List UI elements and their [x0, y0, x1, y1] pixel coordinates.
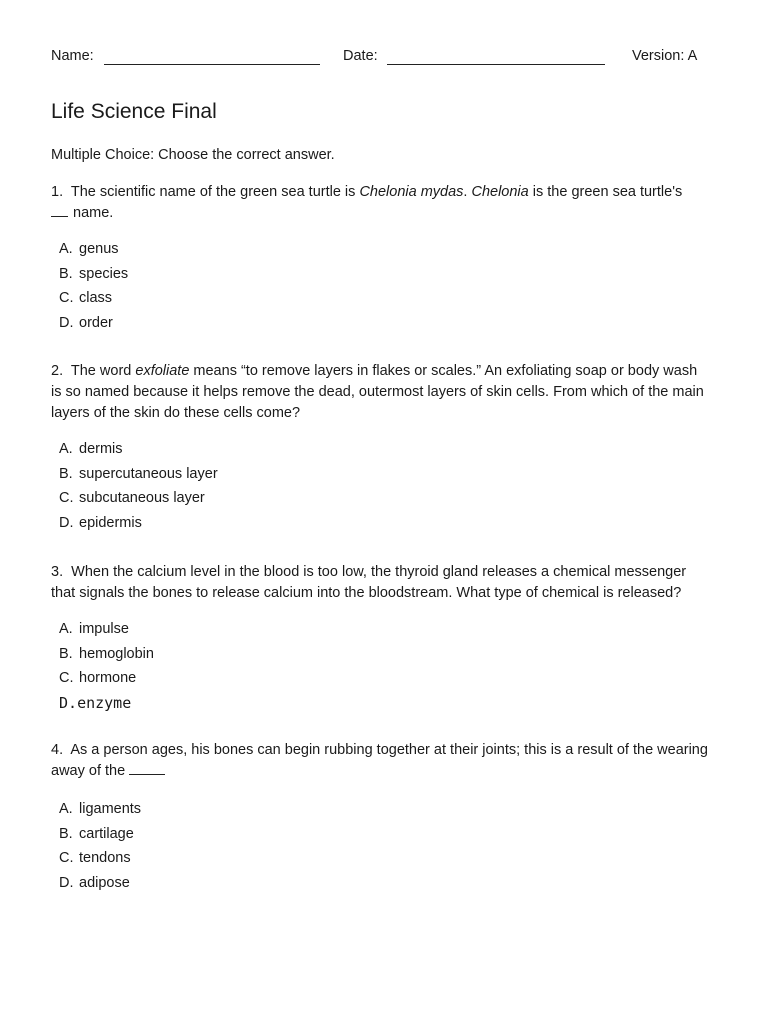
question-number: 1.: [51, 184, 64, 200]
question-4-stem: [51, 740, 711, 782]
question-number: 2.: [51, 363, 64, 379]
answer-options: [51, 797, 711, 896]
date-field-line: [387, 64, 605, 65]
option-letter: C.: [59, 290, 74, 307]
option-text: ligaments: [79, 801, 142, 817]
question-text: When the calcium level in the blood is too low, the thyroid gland releases a chemical messenger that signals the bones to release calcium into the bloodstream. What type of chemical is released?: [51, 564, 687, 601]
answer-option: [51, 871, 711, 896]
option-text: subcutaneous layer: [79, 490, 205, 507]
question-text: As a person ages, his bones can begin rubbing together at their joints; this is a result of the wearing away of the: [51, 742, 708, 779]
option-letter: D.: [59, 515, 74, 532]
question-2-stem: [51, 361, 711, 424]
answer-blank: [129, 762, 165, 775]
question-1-stem: [51, 182, 711, 224]
question-text: The word: [70, 363, 136, 379]
option-letter: A.: [59, 241, 73, 257]
option-text: species: [79, 265, 129, 282]
name-field-line: [104, 64, 320, 65]
answer-option: [51, 262, 711, 287]
answer-option: [51, 511, 711, 536]
version-label: Version: A: [632, 48, 698, 64]
option-letter: C.: [59, 850, 74, 867]
option-text: cartilage: [79, 825, 134, 842]
option-text: impulse: [79, 621, 129, 637]
question-text: name.: [73, 205, 114, 221]
answer-option: [51, 437, 711, 462]
answer-options: [51, 237, 711, 336]
answer-option: [51, 462, 711, 487]
question-italic-text: Chelonia mydas: [359, 184, 464, 200]
option-text: adipose: [79, 875, 130, 892]
answer-option: [51, 286, 711, 311]
option-text: supercutaneous layer: [79, 465, 218, 482]
question-text: means “to remove layers in flakes or scales.” An exfoliating soap or body wash is so named because it helps remove the dead, outermost layers of skin cells. From which of the main layers of the skin do these cells come?: [51, 363, 704, 421]
question-3: [51, 562, 711, 716]
answer-option: [51, 822, 711, 847]
option-letter: C.: [59, 490, 74, 507]
answer-option: [51, 486, 711, 511]
question-number: 4.: [51, 742, 64, 758]
option-letter: B.: [59, 825, 73, 842]
option-letter: D.: [59, 875, 74, 892]
question-2: [51, 361, 711, 536]
option-text: order: [79, 315, 113, 332]
answer-option: [51, 797, 711, 822]
question-text: The scientific name of the green sea turtle is: [70, 184, 360, 200]
date-label: Date:: [343, 48, 378, 64]
option-text: epidermis: [79, 515, 142, 532]
question-3-stem: [51, 562, 711, 604]
question-italic-text: exfoliate: [135, 363, 190, 379]
option-text: genus: [79, 241, 119, 257]
header-row: [51, 48, 701, 70]
answer-blank: [51, 204, 68, 217]
option-text: enzyme: [77, 694, 132, 713]
option-letter: B.: [59, 265, 73, 282]
instructions: Multiple Choice: Choose the correct answer.: [51, 147, 335, 163]
option-text: hormone: [79, 670, 137, 687]
answer-option: [51, 617, 711, 642]
option-letter: D.: [59, 694, 78, 713]
option-letter: B.: [59, 645, 73, 662]
option-letter: C.: [59, 670, 74, 687]
name-label: Name:: [51, 48, 94, 64]
option-text: class: [79, 290, 113, 307]
answer-option: [51, 311, 711, 336]
answer-option: [51, 691, 711, 716]
option-text: hemoglobin: [79, 645, 154, 662]
answer-option: [51, 237, 711, 262]
option-text: dermis: [79, 441, 123, 457]
answer-options: [51, 437, 711, 536]
answer-option: [51, 642, 711, 667]
option-letter: B.: [59, 465, 73, 482]
answer-option: [51, 846, 711, 871]
option-letter: A.: [59, 621, 73, 637]
question-text: is the green sea turtle's: [528, 184, 683, 200]
question-number: 3.: [51, 564, 64, 580]
option-letter: A.: [59, 441, 73, 457]
option-letter: D.: [59, 315, 74, 332]
question-italic-text: Chelonia: [471, 184, 529, 200]
option-text: tendons: [79, 850, 131, 867]
question-1: [51, 182, 711, 336]
page-title: Life Science Final: [51, 100, 217, 123]
answer-options: [51, 617, 711, 716]
question-text: .: [463, 184, 472, 200]
option-letter: A.: [59, 801, 73, 817]
question-4: [51, 740, 711, 896]
answer-option: [51, 666, 711, 691]
